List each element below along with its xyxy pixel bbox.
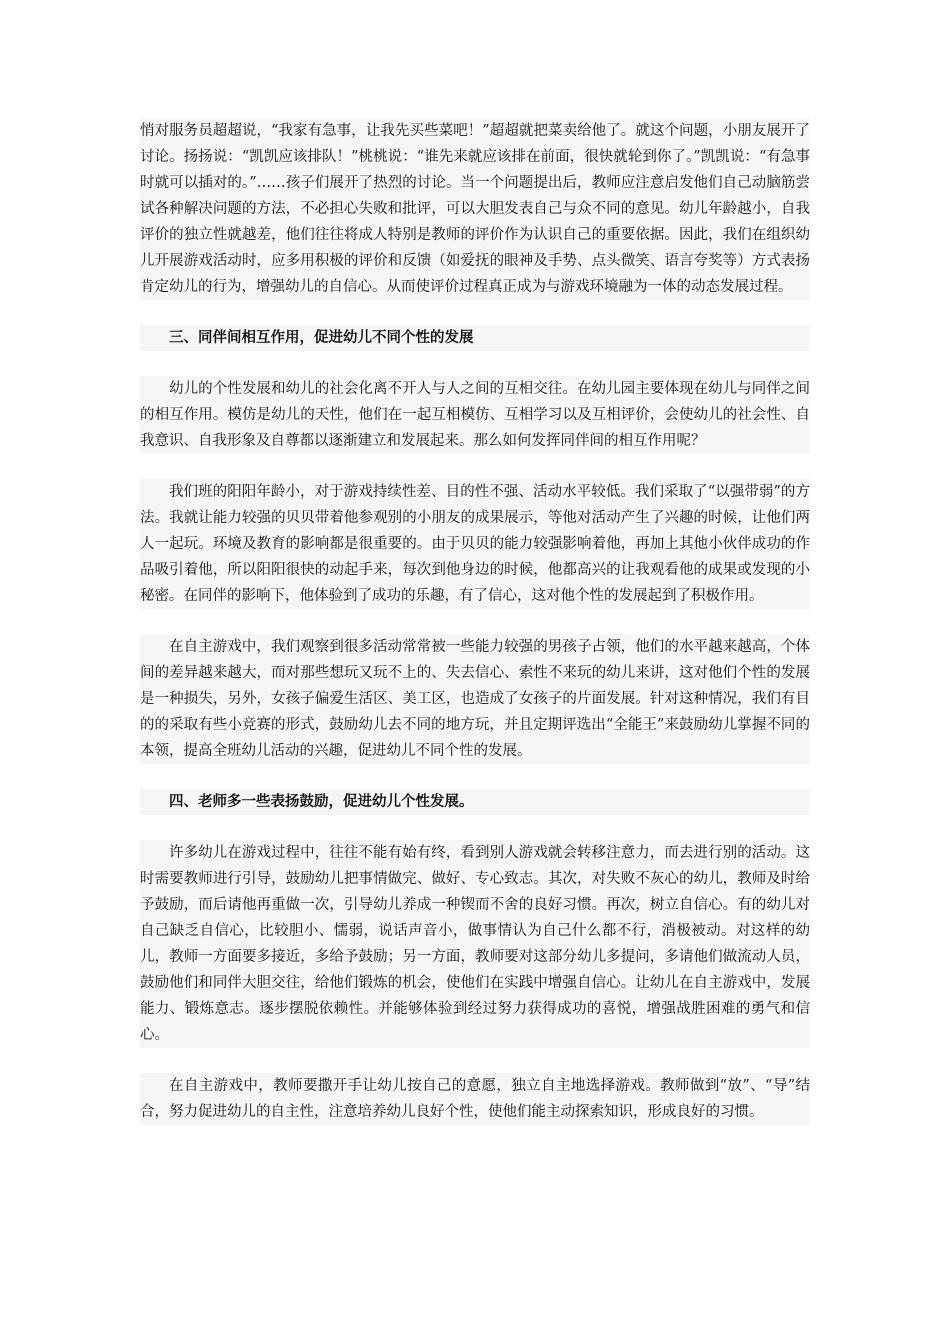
paragraph-2: 幼儿的个性发展和幼儿的社会化离不开人与人之间的互相交往。在幼儿园主要体现在幼儿与同伴之间的相互作用。模仿是幼儿的天性，他们在一起互相模仿、互相学习以及互相评价，会使幼儿的社会性、自我意识、自我形象及自尊都以逐渐建立和发展起来。那么如何发挥同伴间的相互作用呢？ — [140, 376, 810, 454]
paragraph-5: 许多幼儿在游戏过程中，往往不能有始有终，看到别人游戏就会转移注意力，而去进行别的活动。这时需要教师进行引导，鼓励幼儿把事情做完、做好、专心致志。其次，对失败不灰心的幼儿，教师及时给予鼓励，而后请他再重做一次，引导幼儿养成一种锲而不舍的良好习惯。再次，树立自信心。有的幼儿对自己缺乏自信心，比较胆小、懦弱，说话声音小，做事情认为自己什么都不行，消极被动。对这样的幼儿，教师一方面要多接近，多给予鼓励；另一方面，教师要对这部分幼儿多提问，多请他们做流动人员，鼓励他们和同伴大胆交往，给他们锻炼的机会，使他们在实践中增强自信心。让幼儿在自主游戏中，发展能力、锻炼意志。逐步摆脱依赖性。并能够体验到经过努力获得成功的喜悦，增强战胜困难的勇气和信心。 — [140, 840, 810, 1048]
paragraph-6: 在自主游戏中，教师要撒开手让幼儿按自己的意愿，独立自主地选择游戏。教师做到“放”、“导”结合，努力促进幼儿的自主性，注意培养幼儿良好个性，使他们能主动探索知识，形成良好的习惯。 — [140, 1073, 810, 1125]
paragraph-1: 悄对服务员超超说，“我家有急事，让我先买些菜吧！”超超就把菜卖给他了。就这个问题，小朋友展开了讨论。扬扬说：“凯凯应该排队！”桃桃说：“谁先来就应该排在前面，很快就轮到你了。”凯凯说：“有急事时就可以插对的。”……孩子们展开了热烈的讨论。当一个问题提出后，教师应注意启发他们自己动脑筋尝试各种解决问题的方法，不必担心失败和批评，可以大胆发表自己与众不同的意见。幼儿年龄越小，自我评价的独立性就越差，他们往往将成人特别是教师的评价作为认识自己的重要依据。因此，我们在组织幼儿开展游戏活动时，应多用积极的评价和反馈（如爱抚的眼神及手势、点头微笑、语言夸奖等）方式表扬肯定幼儿的行为，增强幼儿的自信心。从而使评价过程真正成为与游戏环境融为一体的动态发展过程。 — [140, 118, 810, 300]
paragraph-3: 我们班的阳阳年龄小，对于游戏持续性差、目的性不强、活动水平较低。我们采取了“以强带弱”的方法。我就让能力较强的贝贝带着他参观别的小朋友的成果展示，等他对活动产生了兴趣的时候，让他们两人一起玩。环境及教育的影响都是很重要的。由于贝贝的能力较强影响着他，再加上其他小伙伴成功的作品吸引着他，所以阳阳很快的动起手来，每次到他身边的时候，他都高兴的让我观看他的成果或发现的小秘密。在同伴的影响下，他体验到了成功的乐趣，有了信心，这对他个性的发展起到了积极作用。 — [140, 479, 810, 609]
paragraph-gap — [140, 815, 810, 840]
document-body — [140, 118, 810, 1125]
paragraph-gap — [140, 300, 810, 325]
paragraph-gap — [140, 764, 810, 789]
section-heading-4: 四、老师多一些表扬鼓励，促进幼儿个性发展。 — [140, 789, 810, 815]
paragraph-gap — [140, 1048, 810, 1073]
paragraph-gap — [140, 609, 810, 634]
section-heading-3: 三、同伴间相互作用，促进幼儿不同个性的发展 — [140, 325, 810, 351]
paragraph-4: 在自主游戏中，我们观察到很多活动常常被一些能力较强的男孩子占领，他们的水平越来越高，个体间的差异越来越大，而对那些想玩又玩不上的、失去信心、索性不来玩的幼儿来讲，这对他们个性的发展是一种损失，另外，女孩子偏爱生活区、美工区，也造成了女孩子的片面发展。针对这种情况，我们有目的的采取有些小竞赛的形式，鼓励幼儿去不同的地方玩，并且定期评选出“全能王”来鼓励幼儿掌握不同的本领，提高全班幼儿活动的兴趣，促进幼儿不同个性的发展。 — [140, 634, 810, 764]
paragraph-gap — [140, 454, 810, 479]
paragraph-gap — [140, 351, 810, 376]
